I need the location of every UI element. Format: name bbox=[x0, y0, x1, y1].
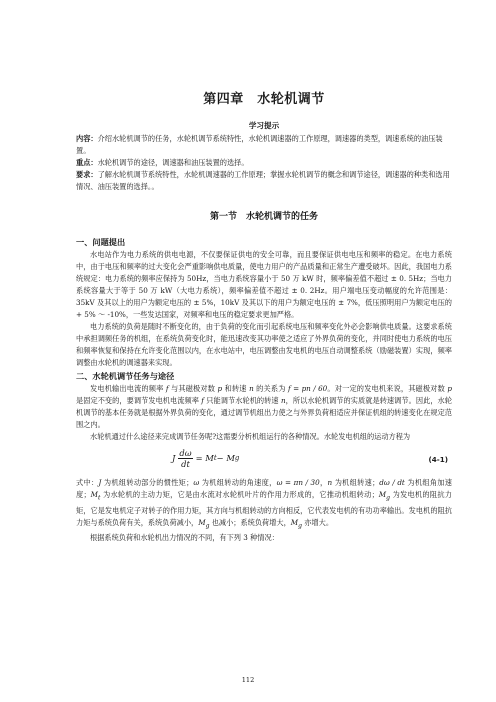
paragraph-4: 水轮机通过什么途径来完成调节任务呢?这需要分析机组运行的各种情况。水轮发电机组的运动方程为 bbox=[90, 431, 411, 441]
text-run: 为机组转动的角速度， bbox=[199, 477, 277, 487]
paragraph-5 bbox=[76, 477, 452, 532]
symbol-subscript: g bbox=[205, 522, 210, 530]
paragraph-1: 水电站作为电力系统的供电电源，不仅要保证供电的安全可靠，而且要保证供电电压和频率的稳定。在电力系统中，由于电压和频率的过大变化会严重影响供电质量，使电力用户的产品质量和正常生产遭受破坏。因此，我国电力系统规定：电力系统的频率应保持为 50Hz，当电力系统容量小于 50 万 kW 时，频率偏差值不超过 ± 0. 5Hz；当电力系统容量大于等于 50 万 kW（大电力系统），频率偏差值不超过 ± 0. 2Hz。用户端电压变动幅度的允许范围是：35kV 及其以上的用户为额定电压的 ± 5%，10kV 及其以下的用户为额定电压的 ± 7%，低压照明用户为额定电压的 + 5% ～ -10%，一些发达国家，对频率和电压的稳定要求更加严格。 bbox=[76, 249, 452, 320]
section-title: 第一节 水轮机调节的任务 bbox=[209, 211, 318, 222]
text-run: 为水轮机的主动力矩，它是由水流对水轮机叶片的作用力形成的，它推动机组转动； bbox=[100, 490, 379, 500]
subsection-title-2: 二、水轮机调节任务与途径 bbox=[76, 370, 175, 381]
symbol-f: f bbox=[165, 383, 169, 393]
text-run: 只能调节水轮机的转速 bbox=[203, 395, 281, 405]
chapter-title: 第四章 水轮机调节 bbox=[203, 92, 325, 107]
equation-rhs-term: − M bbox=[216, 453, 235, 464]
symbol-subscript: g bbox=[386, 494, 391, 502]
tips-require bbox=[76, 169, 452, 193]
equation-body bbox=[172, 448, 239, 469]
equation-lhs: J bbox=[172, 453, 176, 464]
symbol-subscript: t bbox=[98, 494, 101, 502]
paragraph-2: 电力系统的负荷是随时不断变化的，由于负荷的变化而引起系统电压和频率变化外必会影响供电质量。这要求系统中承担调频任务的机组，在系统负荷变化时，能迅速改变其功率使之适应了外界负荷的变化，并同时使电力系统的电压和频率恢复和保持在允许变化范围以内，在水电站中，电压调整由发电机的电压自动调整系统（励磁装置）实现，频率调整由水轮机的调速器来实现。 bbox=[76, 322, 452, 368]
formula-omega: ω = πn / 30 bbox=[276, 477, 320, 487]
page-number: 112 bbox=[241, 676, 255, 684]
motion-equation bbox=[76, 445, 452, 475]
symbol-p: p bbox=[217, 383, 223, 393]
symbol-M: M bbox=[90, 490, 99, 500]
equation-rhs-term: = M bbox=[195, 453, 214, 464]
fraction-numerator: dω bbox=[179, 447, 192, 458]
text-run: 也减小；系统负荷增大， bbox=[209, 517, 291, 527]
tips-content bbox=[76, 133, 452, 157]
formula-angular-acceleration: dω / dt bbox=[379, 477, 405, 487]
symbol-f: f bbox=[201, 395, 204, 405]
tips-require-label: 要求： bbox=[76, 170, 98, 180]
equation-fraction bbox=[178, 448, 192, 469]
text-run: 式中： bbox=[76, 477, 99, 487]
paragraph-6: 根据系统负荷和水轮机出力情况的不同，有下列 3 种情况： bbox=[90, 533, 279, 543]
symbol-M: M bbox=[378, 490, 387, 500]
paragraph-3 bbox=[76, 383, 452, 431]
symbol-M: M bbox=[290, 517, 299, 527]
symbol-n: n bbox=[327, 477, 333, 487]
symbol-n: n bbox=[280, 395, 286, 405]
tips-focus-label: 重点： bbox=[76, 158, 98, 168]
text-run: ， bbox=[319, 477, 328, 487]
symbol-n: n bbox=[249, 383, 254, 393]
text-run: 。对一定的发电机来说，其磁极对数 bbox=[327, 383, 448, 393]
text-run: 为发电机的阻抗力矩，它是发电机定子对转子的作用力矩，其方向与机组转动的方向相反，它代表发电机的有功功率输出。发电机的阻抗力矩与系统负荷有关，系统负荷减小， bbox=[76, 490, 452, 527]
symbol-omega: ω bbox=[193, 477, 200, 487]
tips-focus bbox=[76, 157, 452, 169]
symbol-subscript: g bbox=[298, 522, 302, 530]
text-run: 为机组角加速度； bbox=[76, 477, 452, 500]
tips-content-label: 内容： bbox=[76, 134, 98, 144]
text-run: 为机组转动部分的惯性矩； bbox=[101, 477, 194, 487]
formula-frequency: f = pn / 60 bbox=[288, 383, 328, 393]
study-tips-heading: 学习提示 bbox=[248, 121, 280, 130]
text-run: 发电机输出电流的频率 bbox=[90, 383, 166, 393]
equation-number: (4-1) bbox=[428, 454, 448, 464]
symbol-p: p bbox=[447, 383, 452, 393]
text-run: 的关系为 bbox=[253, 383, 288, 393]
symbol-M: M bbox=[198, 517, 206, 527]
text-run: 亦增大。 bbox=[302, 517, 334, 527]
study-tips bbox=[76, 120, 452, 194]
text-run: 和转速 bbox=[222, 383, 250, 393]
tips-require-text: 了解水轮机调节系统特性，水轮机调速器的工作原理；掌握水轮机调节的概念和调节途径，调速器的种类和选用情况、油压装置的选择。。 bbox=[76, 170, 450, 192]
text-run: 是固定不变的，要调节发电机电流频率 bbox=[76, 395, 202, 405]
equation-subscript: t bbox=[213, 454, 217, 463]
text-run: 与其磁极对数 bbox=[168, 383, 218, 393]
equation-subscript: g bbox=[234, 454, 240, 463]
fraction-denominator: dt bbox=[181, 458, 190, 469]
tips-content-text: 介绍水轮机调节的任务，水轮机调节系统特性，水轮机调速器的工作原理，调速器的类型，调速系统的油压装置。 bbox=[76, 134, 443, 156]
subsection-title-1: 一、问题提出 bbox=[76, 236, 126, 247]
tips-focus-text: 水轮机调节的途径，调速器和油压装置的选择。 bbox=[97, 158, 249, 168]
text-run: 为机组转速； bbox=[332, 477, 380, 487]
symbol-J: J bbox=[98, 477, 102, 487]
text-run: ，所以水轮机调节的实质就是转速调节。因此，水轮机调节的基本任务就是根据外界负荷的变化，通过调节机组出力使之与外界负荷相适应并保证机组的转速变化在规定范围之内。 bbox=[76, 395, 452, 429]
